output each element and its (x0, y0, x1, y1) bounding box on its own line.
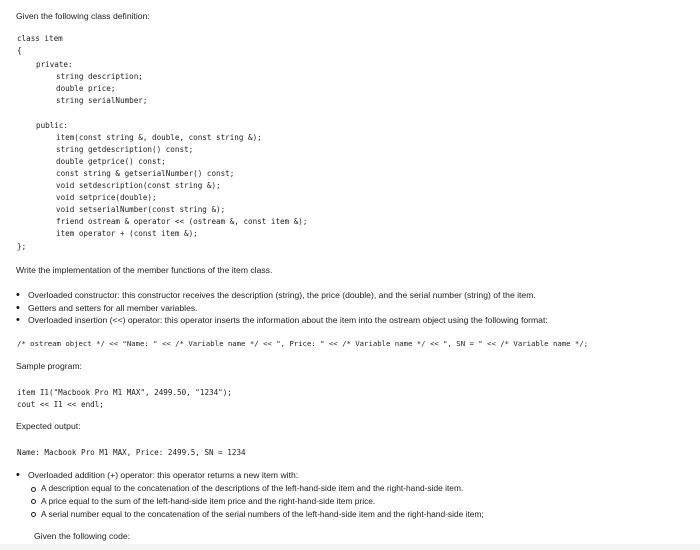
code-line: item(const string &, double, const string &); (56, 133, 262, 142)
code-line: friend ostream & operator << (ostream &, const item &); (56, 217, 308, 226)
expected-output-label: Expected output: (16, 421, 81, 431)
list-item: • Getters and setters for all member variables. (16, 302, 548, 315)
bottom-edge (0, 544, 700, 550)
code-line: private: (36, 60, 73, 69)
code-line: }; (17, 242, 27, 251)
code-line: class item (17, 34, 63, 43)
code-line: public: (36, 121, 69, 130)
code-line: { (17, 46, 22, 55)
expected-output-line: Name: Macbook Pro M1 MAX, Price: 2499.5, SN = 1234 (17, 448, 246, 457)
sample-program-label: Sample program: (16, 361, 82, 371)
sample-code-line: cout << I1 << endl; (17, 400, 104, 409)
code-line: double price; (56, 84, 116, 93)
format-code-line: /* ostream object */ << "Name: " << /* Variable name */ << ", Price: " << /* Variable name */ << ", SN = " << /* Variable name */; (17, 339, 589, 348)
addition-sublist (30, 482, 484, 520)
task-text: Write the implementation of the member functions of the item class. (16, 265, 273, 275)
sub-list-item: A price equal to the sum of the left-hand-side item price and the right-hand-side item price. (30, 495, 484, 508)
code-line: void setprice(double); (56, 193, 157, 202)
code-line: string description; (56, 72, 143, 81)
requirements-list (16, 289, 548, 327)
closing-text: Given the following code: (34, 531, 131, 541)
sub-list-item: A serial number equal to the concatenation of the serial numbers of the left-hand-side item and the right-hand-side item; (30, 508, 484, 521)
addition-list (16, 469, 298, 482)
code-line: item operator + (const item &); (56, 229, 198, 238)
intro-text: Given the following class definition: (16, 11, 150, 21)
code-line: double getprice() const; (56, 157, 166, 166)
list-item: • Overloaded addition (+) operator: this operator returns a new item with: (16, 469, 298, 482)
code-line: string getdescription() const; (56, 145, 194, 154)
list-item: • Overloaded constructor: this constructor receives the description (string), the price (double), and the serial number (string) of the item. (16, 289, 548, 302)
code-line: void setdescription(const string &); (56, 181, 221, 190)
code-line: string serialNumber; (56, 96, 148, 105)
sample-code-line: item I1("Macbook Pro M1 MAX", 2499.50, "1234"); (17, 388, 232, 397)
code-line: void setserialNumber(const string &); (56, 205, 226, 214)
code-line: const string & getserialNumber() const; (56, 169, 235, 178)
sub-list-item: A description equal to the concatenation of the descriptions of the left-hand-side item and the right-hand-side item. (30, 482, 484, 495)
list-item: • Overloaded insertion (<<) operator: this operator inserts the information about the item into the ostream object using the following format: (16, 314, 548, 327)
